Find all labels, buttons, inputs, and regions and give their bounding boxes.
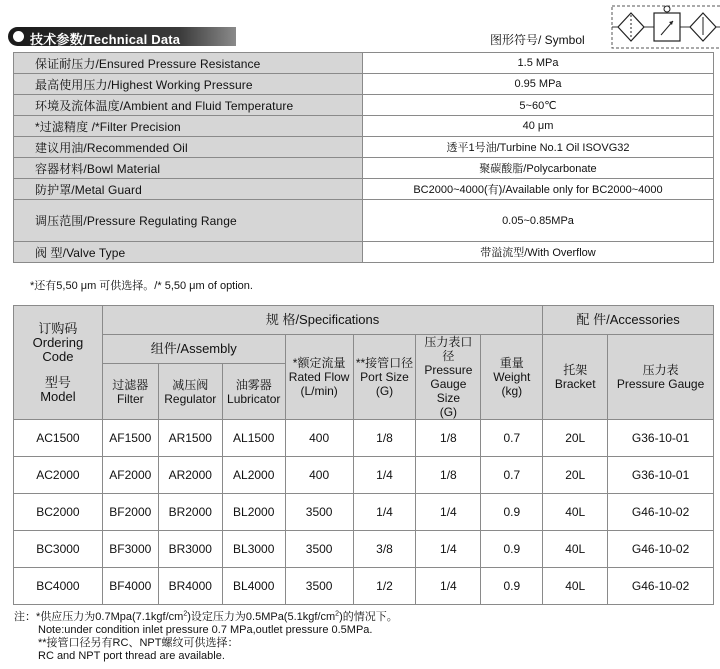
tech-label: 环境及流体温度/Ambient and Fluid Temperature bbox=[14, 95, 363, 116]
section-header bbox=[8, 27, 720, 49]
symbol-label: 图形符号/ Symbol bbox=[490, 33, 585, 47]
gauge-unit: (G) bbox=[439, 405, 458, 419]
flow-cell: 400 bbox=[285, 420, 353, 457]
filter-cell: AF1500 bbox=[102, 420, 158, 457]
option-note: *还有5,50 μm 可供选择。/* 5,50 μm of option. bbox=[30, 280, 253, 292]
filter-header bbox=[102, 364, 158, 420]
tech-value: 聚碳酸脂/Polycarbonate bbox=[363, 158, 714, 179]
superscript: 2 bbox=[183, 610, 188, 618]
lubricator-cell: AL1500 bbox=[222, 420, 285, 457]
tech-value: 5~60℃ bbox=[363, 95, 714, 116]
table-row bbox=[14, 53, 714, 74]
pgauge-cn: 压力表 bbox=[642, 363, 679, 377]
table-row bbox=[14, 137, 714, 158]
specifications-header: 规 格/Specifications bbox=[102, 306, 542, 335]
model-en: Model bbox=[40, 388, 76, 404]
weight-cell: 0.7 bbox=[481, 457, 543, 494]
filter-en: Filter bbox=[116, 391, 144, 406]
weight-unit: (kg) bbox=[501, 384, 523, 398]
model-cell: AC2000 bbox=[14, 457, 103, 494]
bracket-header bbox=[543, 335, 608, 420]
specification-table bbox=[13, 305, 714, 605]
footnote-line-2: Note:under condition inlet pressure 0.7 MPa,outlet pressure 0.5MPa. bbox=[38, 624, 373, 636]
pressure-gauge-cell: G46-10-02 bbox=[608, 531, 714, 568]
model-cell: AC1500 bbox=[14, 420, 103, 457]
lubricator-cell: BL4000 bbox=[222, 568, 285, 605]
ordering-code-header bbox=[14, 306, 103, 420]
table-row bbox=[14, 420, 714, 457]
model-cell: BC4000 bbox=[14, 568, 103, 605]
tech-label: 调压范围/Pressure Regulating Range bbox=[14, 200, 363, 242]
pressure-gauge-cell: G36-10-01 bbox=[608, 457, 714, 494]
tech-value: 1.5 MPa bbox=[363, 53, 714, 74]
gauge-en: Pressure bbox=[424, 363, 473, 377]
technical-data-table bbox=[13, 52, 714, 263]
weight-cell: 0.9 bbox=[481, 531, 543, 568]
flow-cell: 400 bbox=[285, 457, 353, 494]
footnote-line-4: RC and NPT port thread are available. bbox=[38, 650, 225, 662]
table-row bbox=[14, 531, 714, 568]
tech-value: 0.95 MPa bbox=[363, 74, 714, 95]
regulator-cell: BR3000 bbox=[158, 531, 222, 568]
weight-cell: 0.9 bbox=[481, 568, 543, 605]
footnote-text: 注：*供应压力为0.7Mpa(7.1kgf/cm bbox=[14, 611, 184, 623]
port-en: Port Size bbox=[360, 370, 409, 384]
gauge-cell: 1/4 bbox=[416, 531, 481, 568]
ordering-code-en: Ordering Code bbox=[32, 334, 84, 364]
gauge-size-header bbox=[416, 335, 481, 420]
pressure-gauge-cell: G46-10-02 bbox=[608, 494, 714, 531]
table-row bbox=[14, 158, 714, 179]
regulator-cell: BR2000 bbox=[158, 494, 222, 531]
regulator-cell: AR1500 bbox=[158, 420, 222, 457]
model-cell: BC3000 bbox=[14, 531, 103, 568]
table-row bbox=[14, 242, 714, 263]
flow-cell: 3500 bbox=[285, 568, 353, 605]
port-cell: 1/2 bbox=[353, 568, 416, 605]
regulator-cell: BR4000 bbox=[158, 568, 222, 605]
filter-cn: 过滤器 bbox=[112, 377, 149, 392]
tech-value: 40 μm bbox=[363, 116, 714, 137]
weight-cell: 0.7 bbox=[481, 420, 543, 457]
filter-cell: BF4000 bbox=[102, 568, 158, 605]
lubricator-cell: BL3000 bbox=[222, 531, 285, 568]
tech-label: *过滤精度 /*Filter Precision bbox=[14, 116, 363, 137]
gauge-cell: 1/8 bbox=[416, 457, 481, 494]
regulator-cn: 减压阀 bbox=[172, 377, 209, 392]
table-row bbox=[14, 116, 714, 137]
model-cn: 型号 bbox=[44, 374, 71, 390]
lubricator-cell: AL2000 bbox=[222, 457, 285, 494]
port-cell: 3/8 bbox=[353, 531, 416, 568]
weight-header bbox=[481, 335, 543, 420]
frl-symbol-icon bbox=[611, 5, 720, 49]
table-row bbox=[14, 95, 714, 116]
bullet-icon bbox=[13, 31, 24, 42]
pressure-gauge-cell: G46-10-02 bbox=[608, 568, 714, 605]
footnote-line-1 bbox=[14, 611, 398, 624]
regulator-en: Regulator bbox=[164, 391, 217, 406]
table-row bbox=[14, 179, 714, 200]
section-title-bar bbox=[8, 27, 236, 46]
flow-cell: 3500 bbox=[285, 531, 353, 568]
port-cell: 1/8 bbox=[353, 420, 416, 457]
filter-cell: AF2000 bbox=[102, 457, 158, 494]
regulator-cell: AR2000 bbox=[158, 457, 222, 494]
pressure-gauge-cell: G36-10-01 bbox=[608, 420, 714, 457]
weight-cn: 重量 bbox=[499, 356, 524, 370]
filter-cell: BF2000 bbox=[102, 494, 158, 531]
tech-label: 阀 型/Valve Type bbox=[14, 242, 363, 263]
tech-label: 防护罩/Metal Guard bbox=[14, 179, 363, 200]
lubricator-header bbox=[222, 364, 285, 420]
flow-cn: *额定流量 bbox=[292, 356, 346, 370]
port-unit: (G) bbox=[375, 384, 394, 398]
weight-cell: 0.9 bbox=[481, 494, 543, 531]
tech-label: 建议用油/Recommended Oil bbox=[14, 137, 363, 158]
bracket-cell: 40L bbox=[543, 531, 608, 568]
lubricator-cell: BL2000 bbox=[222, 494, 285, 531]
tech-label: 容器材料/Bowl Material bbox=[14, 158, 363, 179]
footnote-text: )设定压力为0.5MPa(5.1kgf/cm bbox=[187, 611, 336, 623]
lubricator-cn: 油雾器 bbox=[235, 377, 272, 392]
port-cn: **接管口径 bbox=[355, 356, 414, 370]
gauge-cn: 压力表口径 bbox=[424, 335, 473, 363]
bracket-cell: 20L bbox=[543, 420, 608, 457]
ordering-code-cn: 订购码 bbox=[38, 320, 78, 336]
port-cell: 1/4 bbox=[353, 457, 416, 494]
gauge-cell: 1/4 bbox=[416, 494, 481, 531]
accessories-header: 配 件/Accessories bbox=[543, 306, 714, 335]
model-cell: BC2000 bbox=[14, 494, 103, 531]
bracket-en: Bracket bbox=[554, 377, 596, 391]
gauge-en-2: Gauge Size bbox=[430, 377, 467, 405]
regulator-header bbox=[158, 364, 222, 420]
pgauge-en: Pressure Gauge bbox=[616, 377, 705, 391]
tech-value: BC2000~4000(有)/Available only for BC2000~4000 bbox=[363, 179, 714, 200]
flow-header bbox=[285, 335, 353, 420]
port-cell: 1/4 bbox=[353, 494, 416, 531]
tech-label: 最高使用压力/Highest Working Pressure bbox=[14, 74, 363, 95]
pressure-gauge-header bbox=[608, 335, 714, 420]
flow-cell: 3500 bbox=[285, 494, 353, 531]
bracket-cn: 托架 bbox=[563, 363, 588, 377]
weight-en: Weight bbox=[493, 370, 531, 384]
superscript: 2 bbox=[335, 610, 340, 618]
flow-unit: (L/min) bbox=[300, 384, 338, 398]
port-header bbox=[353, 335, 416, 420]
tech-label: 保证耐压力/Ensured Pressure Resistance bbox=[14, 53, 363, 74]
flow-en: Rated Flow bbox=[288, 370, 350, 384]
table-row bbox=[14, 494, 714, 531]
table-row bbox=[14, 457, 714, 494]
assembly-header: 组件/Assembly bbox=[102, 335, 285, 364]
tech-value: 带溢流型/With Overflow bbox=[363, 242, 714, 263]
tech-value: 0.05~0.85MPa bbox=[363, 200, 714, 242]
filter-cell: BF3000 bbox=[102, 531, 158, 568]
lubricator-en: Lubricator bbox=[227, 391, 281, 406]
table-row bbox=[14, 200, 714, 242]
bracket-cell: 40L bbox=[543, 568, 608, 605]
bracket-cell: 20L bbox=[543, 457, 608, 494]
gauge-cell: 1/8 bbox=[416, 420, 481, 457]
footnote-text: )的情况下。 bbox=[339, 611, 398, 623]
footnote-line-3: **接管口径另有RC、NPT螺纹可供选择： bbox=[38, 637, 239, 649]
table-row bbox=[14, 568, 714, 605]
gauge-cell: 1/4 bbox=[416, 568, 481, 605]
footnotes bbox=[14, 611, 398, 663]
bracket-cell: 40L bbox=[543, 494, 608, 531]
section-title: 技术参数/Technical Data bbox=[30, 32, 181, 47]
table-row bbox=[14, 74, 714, 95]
tech-value: 透平1号油/Turbine No.1 Oil ISOVG32 bbox=[363, 137, 714, 158]
